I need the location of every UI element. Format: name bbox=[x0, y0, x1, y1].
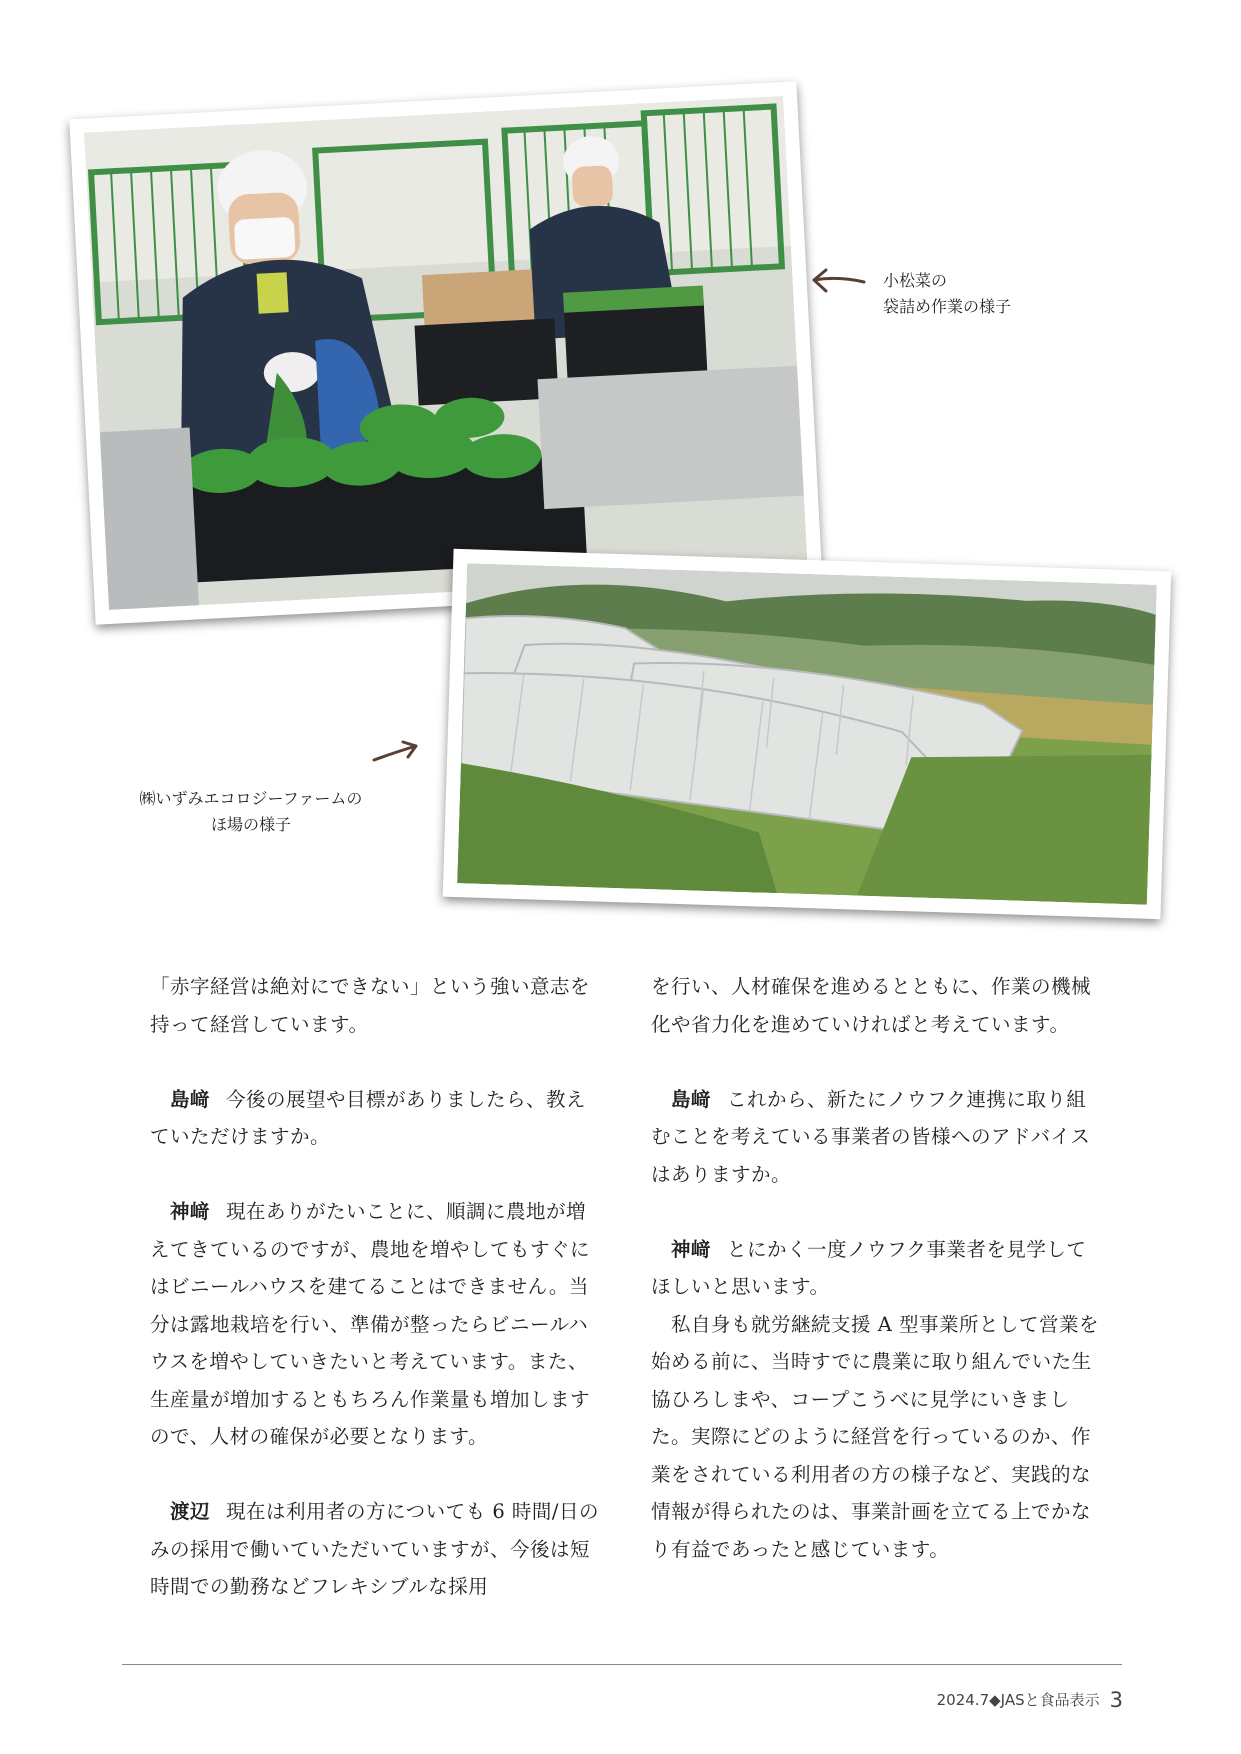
caption-field bbox=[116, 786, 386, 838]
paragraph-text: とにかく一度ノウフク事業者を見学してほしいと思います。 bbox=[651, 1237, 1087, 1298]
paragraph bbox=[651, 1231, 1106, 1306]
paragraph-text: 「赤字経営は絶対にできない」という強い意志を持って経営しています。 bbox=[150, 975, 591, 1036]
body-column-right bbox=[651, 968, 1106, 1568]
speaker-name: 神﨑 bbox=[170, 1200, 211, 1223]
footer bbox=[937, 1688, 1123, 1712]
paragraph bbox=[150, 968, 605, 1043]
paragraph bbox=[651, 968, 1106, 1043]
footer-separator: ◆ bbox=[989, 1691, 1001, 1709]
paragraph-text: 今後の展望や目標がありましたら、教えていただけますか。 bbox=[150, 1087, 587, 1148]
caption-packing-work bbox=[883, 268, 1011, 320]
paragraph-text: 私自身も就労継続支援 A 型事業所として営業を始める前に、当時すでに農業に取り組んでいた生協ひろしまや、コープこうべに見学にいきました。実際にどのように経営を行っているのか、作業をされている利用者の方の様子など、実践的な情報が得られたのは、事業計画を立てる上でかなり有益であったと感じています。 bbox=[651, 1312, 1099, 1561]
paragraph bbox=[651, 1306, 1106, 1569]
paragraph bbox=[651, 1081, 1106, 1194]
paragraph-text: 現在ありがたいことに、順調に農地が増えてきているのですが、農地を増やしてもすぐにはビニールハウスを建てることはできません。当分は露地栽培を行い、準備が整ったらビニールハウスを増やしていきたいと考えています。また、生産量が増加するともちろん作業量も増加しますので、人材の確保が必要となります。 bbox=[150, 1200, 591, 1448]
speaker-name: 島﨑 bbox=[170, 1087, 211, 1111]
caption-line: ㈱いずみエコロジーファームの bbox=[139, 789, 363, 808]
footer-issue: 2024.7 bbox=[936, 1691, 990, 1709]
paragraph-text: 現在は利用者の方についても 6 時間/日のみの採用で働いていただいていますが、今後は短時間での勤務などフレキシブルな採用 bbox=[150, 1500, 599, 1598]
arrow-right-icon bbox=[370, 738, 422, 768]
photo-packing-work bbox=[69, 81, 822, 624]
paragraph bbox=[150, 1193, 605, 1456]
footer-divider bbox=[122, 1664, 1122, 1665]
paragraph-text: これから、新たにノウフク連携に取り組むことを考えている事業者の皆様へのアドバイスはありますか。 bbox=[651, 1087, 1091, 1186]
page-number: 3 bbox=[1109, 1688, 1123, 1712]
caption-line: 袋詰め作業の様子 bbox=[883, 297, 1012, 316]
caption-line: ほ場の様子 bbox=[210, 815, 291, 834]
arrow-left-icon bbox=[808, 266, 868, 296]
paragraph bbox=[150, 1493, 605, 1606]
body-column-left bbox=[150, 968, 605, 1606]
field-image bbox=[457, 563, 1157, 905]
footer-publication: JASと食品表示 bbox=[1000, 1691, 1100, 1709]
speaker-name: 島﨑 bbox=[671, 1087, 712, 1111]
paragraph-text: を行い、人材確保を進めるとともに、作業の機械化や省力化を進めていければと考えています。 bbox=[651, 975, 1092, 1036]
caption-line: 小松菜の bbox=[883, 271, 948, 290]
speaker-name: 渡辺 bbox=[170, 1500, 211, 1523]
photo-field bbox=[443, 549, 1172, 919]
speaker-name: 神﨑 bbox=[671, 1237, 712, 1261]
paragraph bbox=[150, 1081, 605, 1156]
packing-work-image bbox=[84, 96, 808, 610]
